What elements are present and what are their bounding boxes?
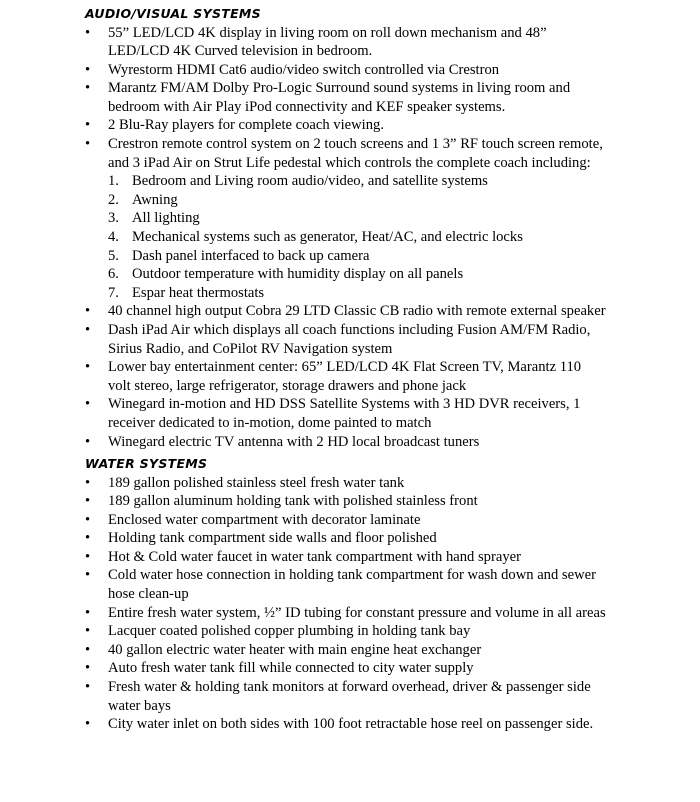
bullet-icon: • [85, 24, 91, 41]
bullet-icon: • [85, 660, 91, 677]
list-item: • 189 gallon polished stainless steel fresh water tank [85, 474, 405, 491]
list-number: 5. [108, 247, 119, 264]
list-item: • 189 gallon aluminum holding tank with polished stainless front [85, 493, 478, 510]
numbered-list-item: 3. All lighting [108, 210, 200, 227]
list-item: • Enclosed water compartment with decorator laminate [85, 511, 421, 528]
list-number: 6. [108, 266, 119, 283]
list-item: • 40 gallon electric water heater with main engine heat exchanger [85, 641, 482, 658]
bullet-icon: • [85, 61, 91, 78]
list-item: • Lacquer coated polished copper plumbing in holding tank bay [85, 623, 471, 640]
bullet-icon: • [85, 474, 91, 491]
audio-visual-list [0, 24, 653, 452]
numbered-list-item: 7. Espar heat thermostats [108, 284, 265, 301]
bullet-icon: • [85, 548, 91, 565]
bullet-icon: • [85, 322, 91, 338]
numbered-list-item: 1. Bedroom and Living room audio/video, and satellite systems [108, 173, 488, 190]
bullet-icon: • [85, 396, 91, 413]
audio-visual-heading: AUDIO/VISUAL SYSTEMS [85, 6, 261, 21]
bullet-icon: • [85, 511, 91, 528]
list-item: • Dash iPad Air which displays all coach functions including Fusion AM/FM Radio, Sirius Radio, and CoPilot RV Navigation system [85, 322, 591, 357]
bullet-icon: • [85, 567, 91, 584]
numbered-list-item: 5. Dash panel interfaced to back up camera [108, 247, 370, 264]
bullet-icon: • [85, 359, 91, 376]
bullet-icon: • [85, 530, 91, 547]
list-item: • City water inlet on both sides with 100 foot retractable hose reel on passenger side. [85, 716, 594, 733]
list-item: • 40 channel high output Cobra 29 LTD Classic CB radio with remote external speaker [85, 303, 606, 320]
water-systems-list [0, 474, 653, 734]
list-item: • Auto fresh water tank fill while connected to city water supply [85, 660, 474, 677]
list-item: • Holding tank compartment side walls and floor polished [85, 530, 437, 547]
bullet-icon: • [85, 117, 91, 134]
list-number: 4. [108, 229, 119, 246]
list-item: • Cold water hose connection in holding tank compartment for wash down and sewer hose clean-up [85, 567, 596, 603]
numbered-list-item: 2. Awning [108, 191, 178, 208]
list-number: 3. [108, 210, 119, 227]
bullet-icon: • [85, 623, 91, 640]
list-item: • Fresh water & holding tank monitors at forward overhead, driver & passenger side water bays [85, 679, 591, 714]
list-item: • Winegard electric TV antenna with 2 HD local broadcast tuners [85, 433, 480, 450]
bullet-icon: • [85, 433, 91, 450]
bullet-icon: • [85, 641, 91, 658]
numbered-list-item: 6. Outdoor temperature with humidity display on all panels [108, 266, 464, 283]
bullet-icon: • [85, 80, 91, 97]
crestron-control-sublist [108, 172, 653, 302]
list-item: • Lower bay entertainment center: 65” LED/LCD 4K Flat Screen TV, Marantz 110 volt stereo, large refrigerator, storage drawers and phone jack [85, 359, 582, 394]
list-item: • 2 Blu-Ray players for complete coach viewing. [85, 117, 384, 134]
numbered-list-item: 4. Mechanical systems such as generator, Heat/AC, and electric locks [108, 229, 523, 246]
bullet-icon: • [85, 604, 91, 621]
bullet-icon: • [85, 716, 91, 733]
water-systems-heading: WATER SYSTEMS [85, 456, 208, 471]
bullet-icon: • [85, 493, 91, 510]
bullet-icon: • [85, 679, 91, 696]
list-item: • Hot & Cold water faucet in water tank compartment with hand sprayer [85, 548, 521, 565]
list-item: • Marantz FM/AM Dolby Pro-Logic Surround sound systems in living room and bedroom with Air Play iPod connectivity and KEF speaker systems. [85, 80, 571, 115]
list-item: • 55” LED/LCD 4K display in living room on roll down mechanism and 48” LED/LCD 4K Curved television in bedroom. [85, 24, 547, 60]
bullet-icon: • [85, 303, 91, 320]
list-item: • Crestron remote control system on 2 touch screens and 1 3” RF touch screen remote, and 3 iPad Air on Strut Life pedestal which controls the complete coach including: 1. Bedroom and Living room audio/video, and satellite systems 2. Awning 3. All lighting 4. Mechanical systems such as generator, Heat/AC, and electric locks 5. Dash panel interfaced to back up camera 6. Outdoor temperature with humidity display on all panels 7. Espar heat thermostats [0, 135, 653, 302]
list-number: 2. [108, 191, 119, 208]
list-item: • Wyrestorm HDMI Cat6 audio/video switch controlled via Crestron [85, 61, 500, 78]
bullet-icon: • [85, 136, 91, 153]
list-number: 1. [108, 173, 119, 190]
list-item: • Winegard in-motion and HD DSS Satellite Systems with 3 HD DVR receivers, 1 receiver dedicated to in-motion, dome painted to match [85, 396, 581, 431]
list-item: • Entire fresh water system, ½” ID tubing for constant pressure and volume in all areas [85, 604, 606, 621]
list-number: 7. [108, 284, 119, 301]
